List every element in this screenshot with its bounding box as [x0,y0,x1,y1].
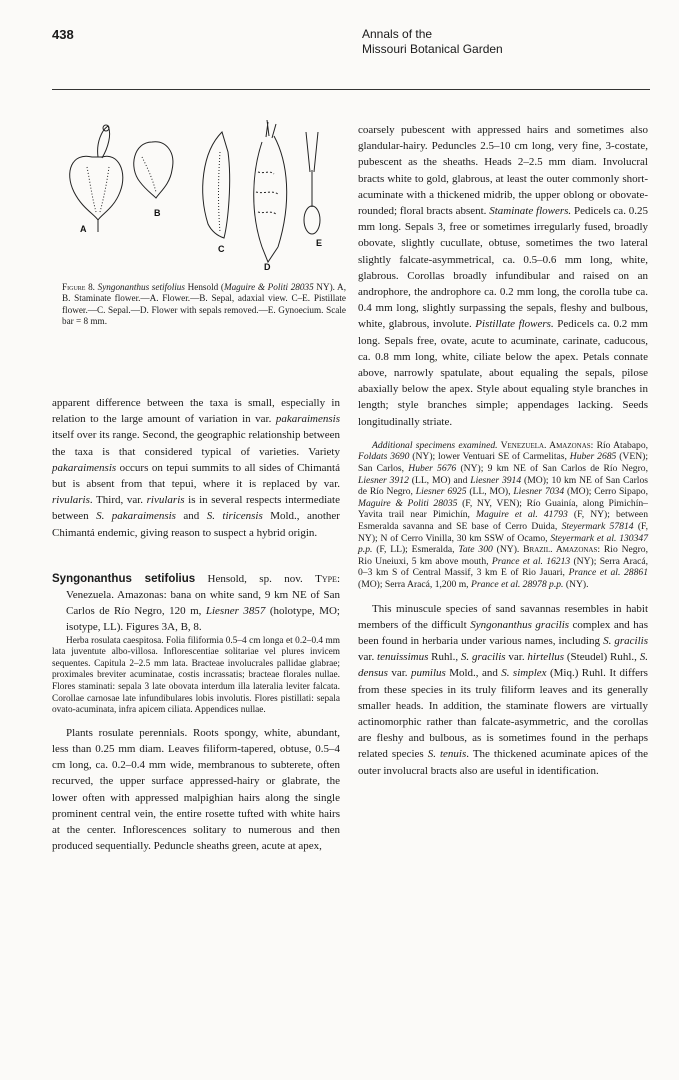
description-continued: coarsely pubescent with appressed hairs and sometimes also glandular-hairy. Peduncles 2.5–10 cm long, very fine, 3-costate, pubescent as the sheaths. Heads 2–2.5 mm diam. Involucral bracts white to gold, glabrous, at least the outer commonly short-acuminate with a thickened midrib, the upper oblong or obovate-rounded; floral bracts absent. Staminate flowers. Pedicels ca. 0.25 mm long. Sepals 3, free or sometimes irregularly fused, broadly obovate, slightly cucullate, obtuse, sometimes the two lateral slightly falcate-asymmetrical, ca. 0.5–0.6 mm long, white, glabrous. Corollas broadly infundibular and raised on an androphore, the androphore ca. 0.2 mm long, the corolla tube ca. 0.4 mm long, slightly surpassing the sepals, fleshy and bulbous, white, glabrous, involute. Pistillate flowers. Pedicels ca. 0.2 mm long. Sepals free, ovate, acute to acuminate, carinate, caducous, ca. 0.8 mm long, white, ciliate below the apex. Petals connate above, narrowly spatulate, about equaling the sepals, pilose abaxially below the apex. Style about equaling style branches in length; style branches simple; appendages lacking. Seeds longitudinally striate. [358,124,648,428]
pistillate-flower-drawing [254,120,287,262]
figure-label-b: B [154,208,161,218]
figure-label-e: E [316,238,323,248]
figure-caption [62,282,346,328]
figure-illustration [62,112,347,272]
type-label: Type: [315,572,340,585]
figure-label-c: C [218,244,225,254]
pistillate-sepal-drawing [203,132,230,238]
latin-diagnosis: Herba rosulata caespitosa. Folia filiformia 0.5–4 cm longa et 0.2–0.4 mm lata juventute albo-villosa. Inflorescentiae solitariae vel plures invicem sequentes. Capitula 2–2.5 mm lata. Bracteae involucrales pallidae glabrae; proximales breviter acuminatae, costis incrassatis; bracteae florales nullae. Flores staminati: sepala 3 late obovata interdum illa lateralia leviter falcata. Corollae carnosae late infundibulares lobis involutis. Flores pistillati: sepala ovato-acuminata, infra apicem ciliata. Appendices nullae. [52,635,340,716]
journal-title-line2: Missouri Botanical Garden [362,42,503,56]
description-paragraph: Plants rosulate perennials. Roots spongy, white, abundant, less than 0.25 mm diam. Leaves filiform-tapered, obtuse, 0.5–4 cm long, ca. 0.2–0.4 mm wide, membranous to subterete, often recurved, the upper surface appressed-hairy or glabrate, the lower often with appressed malpighian hairs along the single prominent central vein, the entire rosette tufted with white hairs at the center. Inflorescences solitary to numerous and then produced sequentially. Peduncle sheaths green, acute at apex, [52,726,340,853]
caption-figure-number: Figure 8. [62,282,95,292]
discussion-paragraph-right: This minuscule species of sand savannas resembles in habit members of the difficult Syngonanthus gracilis complex and has been found in herbaria under various names, including S. gracilis var. tenuissimus Ruhl., S. gracilis var. hirtellus (Steudel) Ruhl., S. densus var. pumilus Mold., and S. simplex (Miq.) Ruhl. It differs from these species in its truly filiform leaves and its generally smaller heads. In addition, the staminate flowers are virtually actinomorphic rather than falcate-asymmetric, and the corollas are fleshy and bulbous, as is sometimes found in the perhaps related species S. tenuis. The thickened acuminate apices of the outer involucral bracts also are useful in identification. [358,602,649,777]
page-number: 438 [52,27,74,42]
left-column [52,395,340,854]
caption-species: Syngonanthus setifolius [97,282,185,292]
species-authority: Hensold, sp. nov. [195,572,316,585]
right-column [358,122,648,779]
caption-collectors: Maguire & Politi 28035 [223,282,314,292]
species-protologue: Syngonanthus setifolius Hensold, sp. nov. Type: Venezuela. Amazonas: bana on white sand, 9 km NE of San Carlos de Río Negro, 120 m, Liesner 3857 (holotype, MO; isotype, LL). Figures 3A, B, 8. [52,572,340,634]
gynoecium-drawing [304,132,320,234]
discussion-paragraph-left: apparent difference between the taxa is small, especially in relation to the large amount of variation in var. pakaraimensis itself over its range. Second, the geographic relationship between the taxa is that considered typical of varieties. Variety pakaraimensis occurs on tepui summits to all sides of Chimantá but is absent from that tepui, where it is replaced by var. rivularis. Third, var. rivularis is in several respects intermediate between S. pakaraimensis and S. tiricensis Mold., another Chimantá endemic, giving reason to suspect a hybrid origin. [52,397,340,539]
caption-author: Hensold ( [184,282,224,292]
figure-label-a: A [80,224,87,234]
figure-label-d: D [264,262,271,272]
sepal-drawing [134,142,173,198]
caption-text: NY). A, B. Staminate flower.—A. Flower.—B. Sepal, adaxial view. C–E. Pistillate flower.—C. Sepal.—D. Flower with sepals removed.—E. Gynoecium. Scale bar = 8 mm. [62,282,346,327]
journal-title [362,27,503,57]
species-name: Syngonanthus setifolius [52,572,196,585]
header-rule [52,89,650,90]
staminate-flower-drawing [70,125,123,232]
journal-title-line1: Annals of the [362,27,433,41]
additional-specimens: Additional specimens examined. Venezuela. Amazonas: Río Atabapo, Foldats 3690 (NY); lower Ventuari SE of Carmelitas, Huber 2685 (VEN); San Carlos, Huber 5676 (NY); 9 km NE of San Carlos de Río Negro, Liesner 3912 (LL, MO) and Liesner 3914 (MO); 10 km NE of San Carlos de Río Negro, Liesner 6925 (LL, MO), Liesner 7034 (MO); Cerro Sipapo, Maguire & Politi 28035 (F, NY, VEN); Río Guainía, along Pimichín–Yavita trail near Pimichín, Maguire et al. 41793 (F, NY); between Esmeralda savanna and SE base of Cerro Duida, Steyermark 57814 (F, NY); N of Cerro Vinilla, 30 km SSW of Ocamo, Steyermark et al. 130347 p.p. (F, LL); Esmeralda, Tate 300 (NY). Brazil. Amazonas: Rio Negro, Rio Uneiuxi, 5 km above mouth, Prance et al. 16213 (NY); Serra Aracá, 0–3 km S of Central Massif, 3 km E of Rio Jauari, Prance et al. 28861 (MO); Serra Aracá, 1,200 m, Prance et al. 28978 p.p. (NY). [358,439,649,590]
